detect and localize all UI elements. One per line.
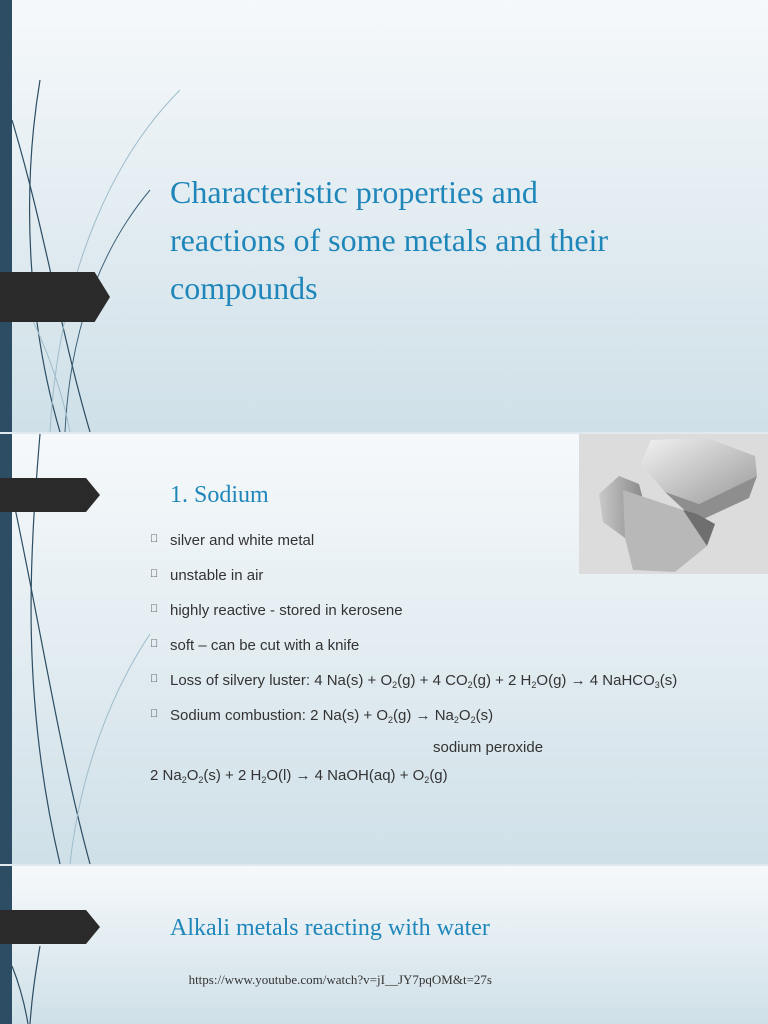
list-item: unstable in air	[150, 567, 750, 602]
bullet-glyph-icon	[150, 600, 158, 618]
bullet-glyph-icon	[150, 530, 158, 548]
arrow-tab-marker	[0, 272, 110, 322]
section-title: 1. Sodium	[170, 482, 269, 508]
sodium-slide	[0, 434, 768, 864]
list-item-combustion-equation: Sodium combustion: 2 $Na(s) + O_2(g) \to Na_2O_2(s)$	[150, 707, 750, 742]
left-accent-bar	[0, 866, 12, 1024]
bullet-glyph-icon	[150, 565, 158, 583]
left-accent-bar	[0, 0, 12, 432]
list-item: silver and white metal	[150, 532, 750, 567]
arrow-tab-marker	[0, 478, 100, 512]
alkali-water-slide	[0, 866, 768, 1024]
bullet-glyph-icon	[150, 705, 158, 723]
bullet-glyph-icon	[150, 670, 158, 688]
list-item-luster-equation: Loss of silvery luster: 4 $Na(s) + O_2(g) + 4$ $CO_2(g) + 2$ $H_2O(g) \to 4$ NaHCO$_3$(s)	[150, 672, 750, 707]
peroxide-label: sodium peroxide	[433, 739, 544, 756]
title-slide	[0, 0, 768, 432]
peroxide-water-equation: 2 $Na_2O_2(s) + 2$ $H_2O(l) \to 4$ NaOH(aq) + $O_2(g)$	[150, 767, 448, 785]
sodium-properties-list	[150, 532, 750, 742]
list-item: highly reactive - stored in kerosene	[150, 602, 750, 637]
video-link[interactable]: https://www.youtube.com/watch?v=jI__JY7pqOM&t=27s	[170, 972, 492, 988]
bullet-glyph-icon	[150, 635, 158, 653]
section-title: Alkali metals reacting with water	[170, 915, 490, 941]
bullet-glyph-icon	[170, 975, 179, 987]
decorative-curves	[0, 866, 200, 1024]
list-item: soft – can be cut with a knife	[150, 637, 750, 672]
slide-title: Characteristic properties and reactions of some metals and their compounds	[170, 174, 609, 306]
arrow-tab-marker	[0, 910, 100, 944]
